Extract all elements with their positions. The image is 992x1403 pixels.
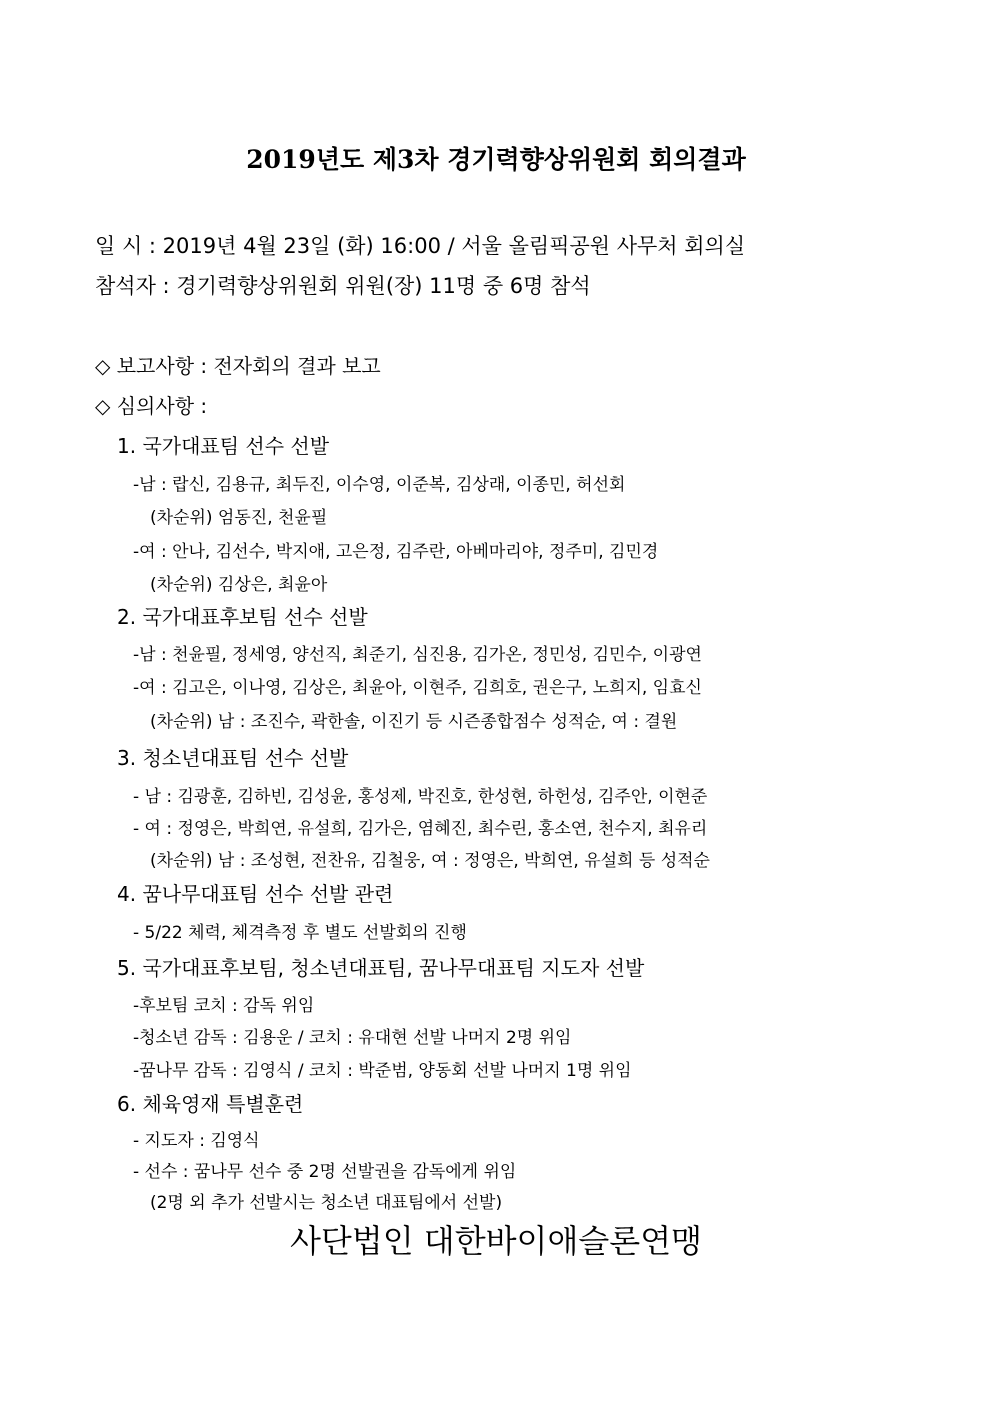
item-line: (2명 외 추가 선발시는 청소년 대표팀에서 선발) (150, 1193, 503, 1213)
item-line: -꿈나무 감독 : 김영식 / 코치 : 박준범, 양동회 선발 나머지 1명 위임 (133, 1061, 632, 1081)
item-heading: 6. 체육영재 특별훈련 (117, 1092, 304, 1116)
item-line: -여 : 안나, 김선수, 박지애, 고은정, 김주란, 아베마리야, 정주미, 김민경 (133, 542, 659, 562)
item-line: - 선수 : 꿈나무 선수 중 2명 선발권을 감독에게 위임 (133, 1162, 517, 1182)
item-heading: 5. 국가대표후보팀, 청소년대표팀, 꿈나무대표팀 지도자 선발 (117, 956, 645, 980)
item-line: -청소년 감독 : 김용운 / 코치 : 유대현 선발 나머지 2명 위임 (133, 1028, 572, 1048)
item-line: (차순위) 남 : 조진수, 곽한솔, 이진기 등 시즌종합점수 성적순, 여 : 결원 (150, 712, 678, 732)
item-line: (차순위) 엄동진, 천윤필 (150, 508, 328, 528)
attendees-line: 참석자 : 경기력향상위원회 위원(장) 11명 중 6명 참석 (95, 274, 591, 298)
item-heading: 1. 국가대표팀 선수 선발 (117, 434, 330, 458)
item-line: - 남 : 김광훈, 김하빈, 김성윤, 홍성제, 박진호, 한성현, 하헌성, 김주안, 이현준 (133, 787, 708, 807)
report-section: ◇ 보고사항 : 전자회의 결과 보고 (95, 354, 381, 378)
organization-name: 사단법인 대한바이애슬론연맹 (289, 1222, 703, 1260)
deliberation-section: ◇ 심의사항 : (95, 394, 208, 418)
item-line: - 지도자 : 김영식 (133, 1131, 260, 1151)
item-line: - 5/22 체력, 체격측정 후 별도 선발회의 진행 (133, 923, 467, 943)
item-heading: 3. 청소년대표팀 선수 선발 (117, 746, 349, 770)
item-line: -남 : 천윤필, 정세영, 양선직, 최준기, 심진용, 김가온, 정민성, 김민수, 이광연 (133, 645, 702, 665)
item-line: (차순위) 김상은, 최윤아 (150, 575, 328, 595)
meeting-date-line: 일 시 : 2019년 4월 23일 (화) 16:00 / 서울 올림픽공원 사무처 회의실 (95, 234, 746, 258)
item-line: -여 : 김고은, 이나영, 김상은, 최윤아, 이현주, 김희호, 권은구, 노희지, 임효신 (133, 678, 702, 698)
item-line: (차순위) 남 : 조성현, 전찬유, 김철웅, 여 : 정영은, 박희연, 유설희 등 성적순 (150, 851, 710, 871)
item-heading: 2. 국가대표후보팀 선수 선발 (117, 605, 368, 629)
item-line: - 여 : 정영은, 박희연, 유설희, 김가은, 염혜진, 최수린, 홍소연, 천수지, 최유리 (133, 819, 708, 839)
item-line: -후보팀 코치 : 감독 위임 (133, 996, 315, 1016)
document-title: 2019년도 제3차 경기력향상위원회 회의결과 (246, 145, 746, 174)
item-heading: 4. 꿈나무대표팀 선수 선발 관련 (117, 882, 394, 906)
item-line: -남 : 랍신, 김용규, 최두진, 이수영, 이준복, 김상래, 이종민, 허선회 (133, 475, 626, 495)
